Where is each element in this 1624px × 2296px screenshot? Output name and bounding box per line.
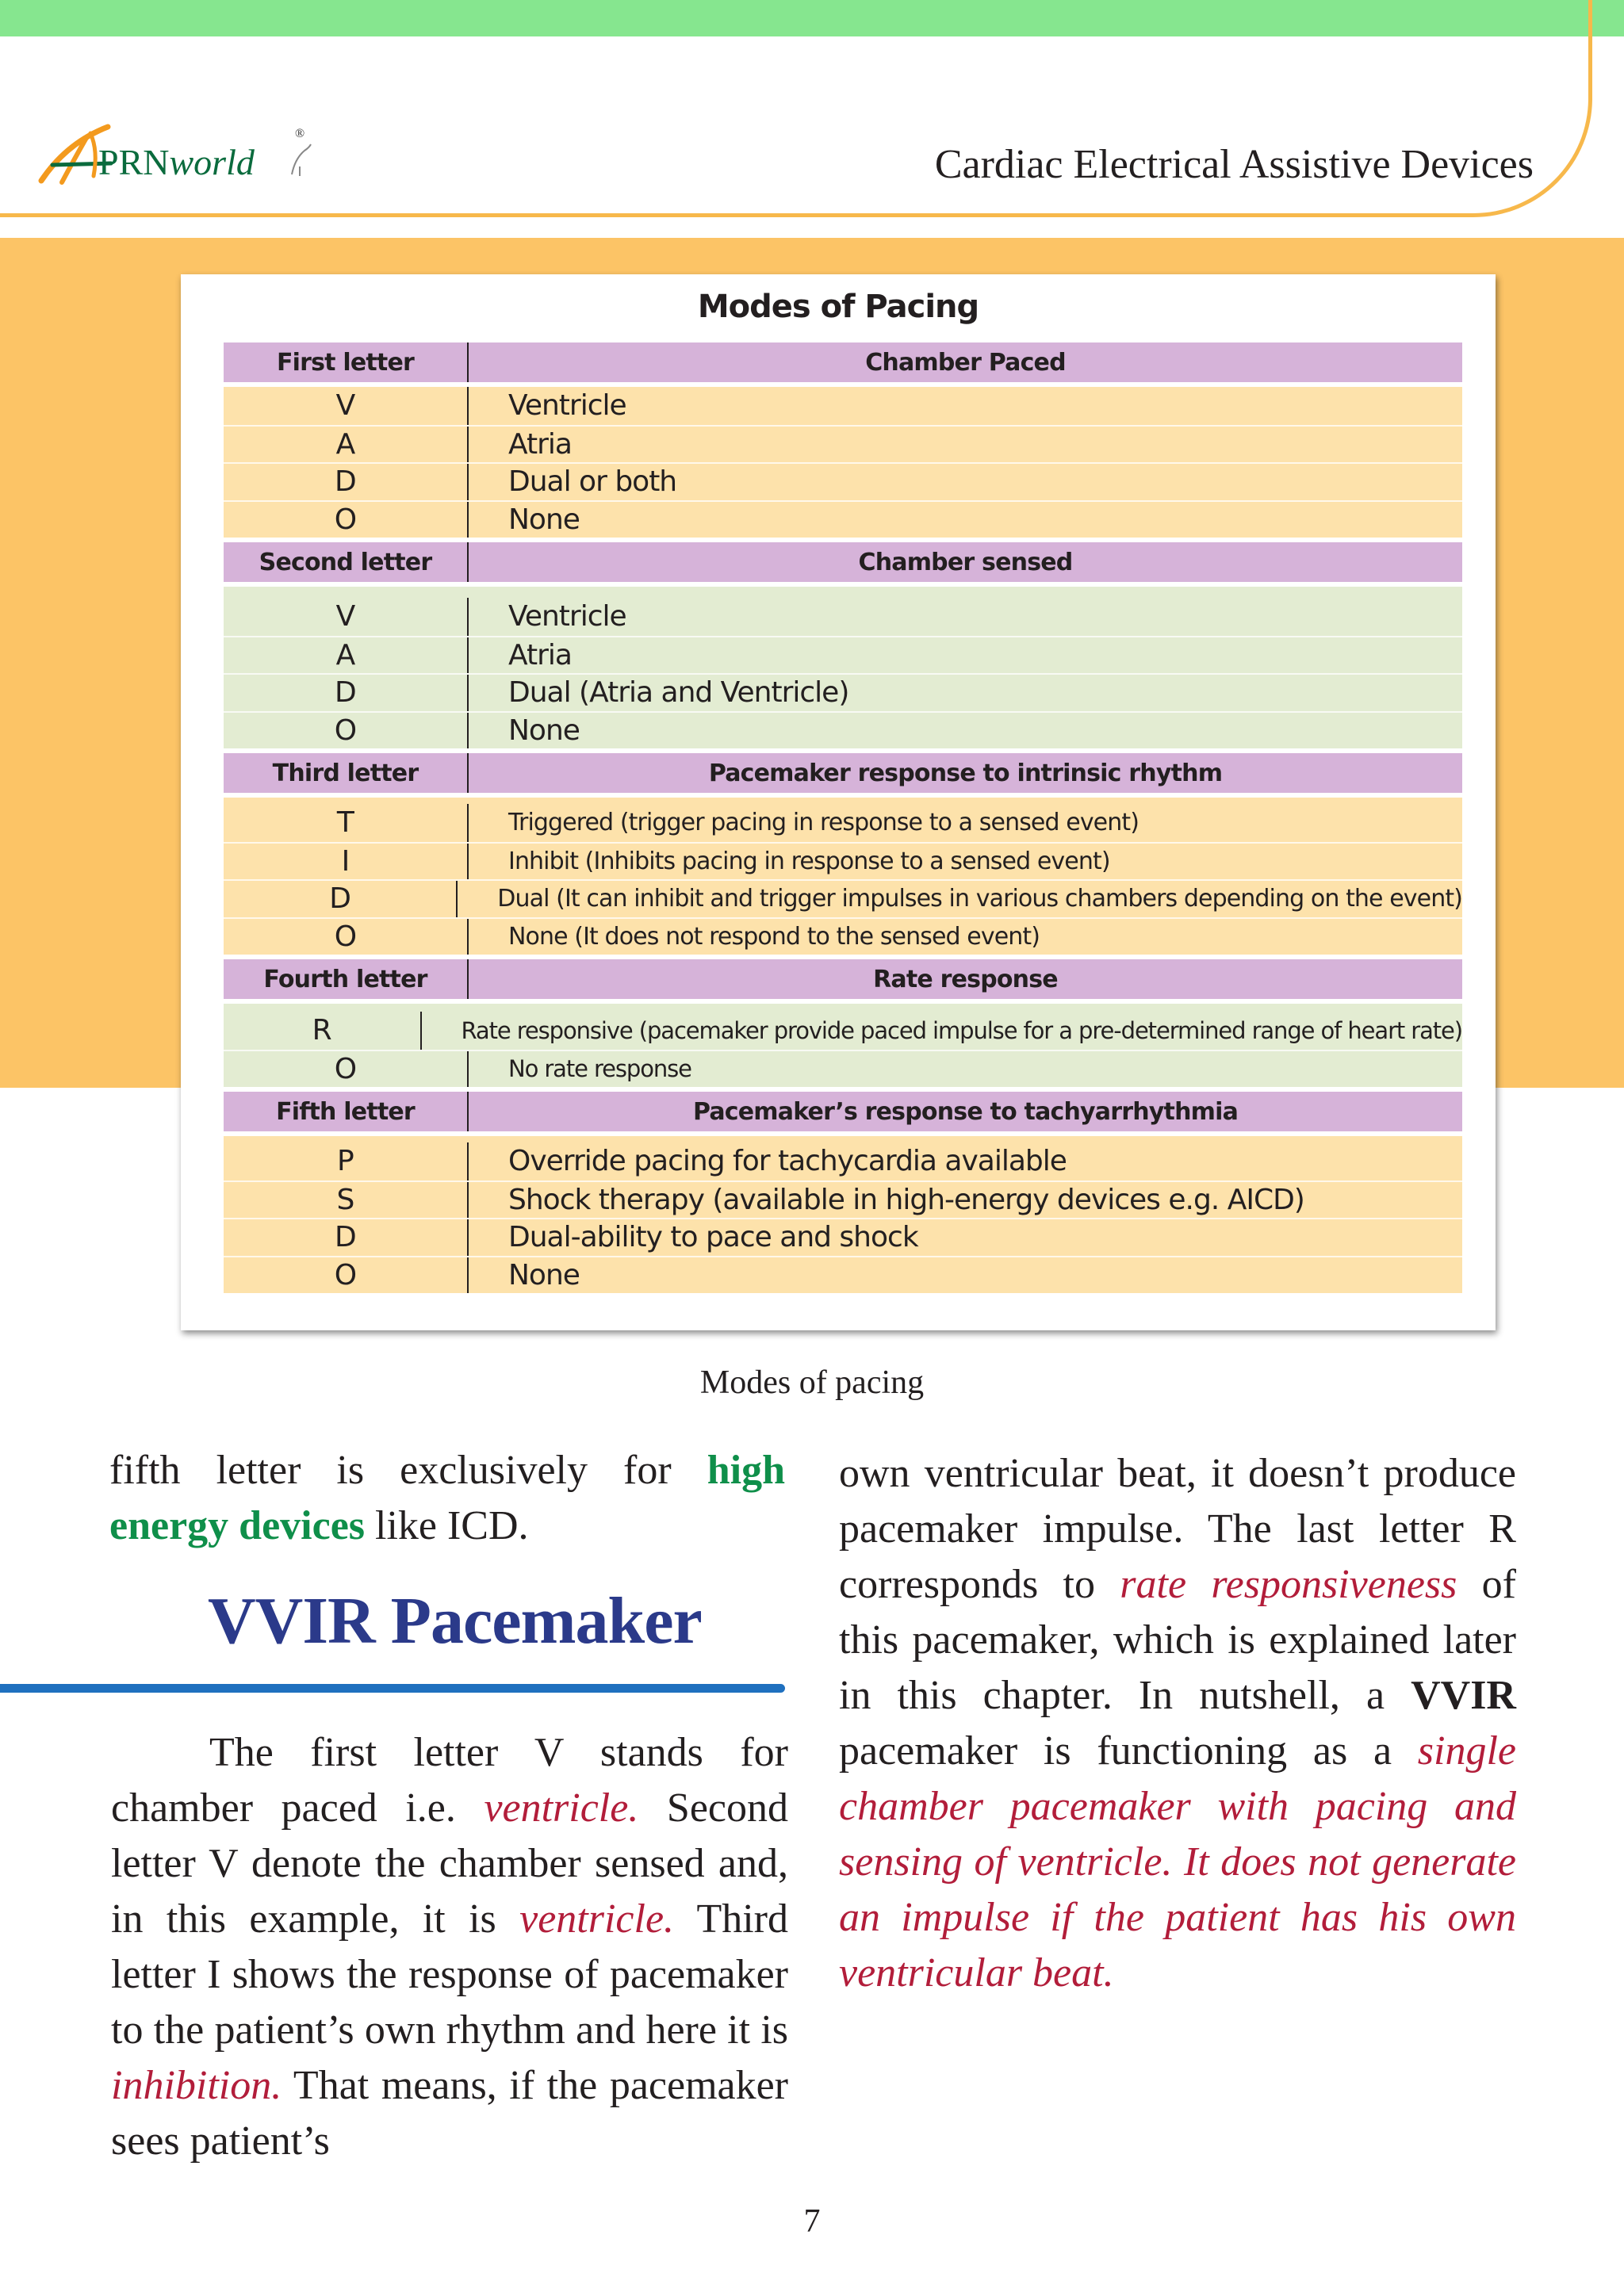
text-run: Second letter V denote the chamber sensed and, in this example, it is: [111, 1785, 788, 1942]
table-row: [224, 673, 1462, 711]
table-row: [224, 1050, 1462, 1088]
table-header-row: [224, 342, 1462, 382]
text-run: own ventricular beat, it doesn’t produce pacemaker impulse. The last letter R corresponds to: [839, 1451, 1516, 1607]
table-row: [224, 387, 1462, 425]
header-letter: Second letter: [224, 542, 469, 582]
row-code: O: [224, 1051, 469, 1088]
row-desc: None: [508, 1258, 580, 1292]
row-code: V: [224, 387, 469, 425]
row-desc: Ventricle: [508, 600, 626, 633]
table-row: [224, 842, 1462, 880]
row-code: D: [224, 881, 458, 917]
table-group: [224, 1004, 1462, 1087]
row-desc: Ventricle: [508, 389, 626, 423]
row-code: R: [224, 1012, 422, 1050]
table-row: [224, 1181, 1462, 1219]
intro-paragraph: [109, 1443, 785, 1554]
row-desc: Dual (It can inhibit and trigger impulses in various chambers depending on the event): [497, 885, 1462, 913]
row-code: P: [224, 1142, 469, 1181]
row-desc: Atria: [508, 427, 572, 461]
table-header-row: [224, 753, 1462, 793]
text-run: of this pacemaker, which is explained later in this chapter. In nutshell, a: [839, 1562, 1516, 1718]
table-header-row: [224, 959, 1462, 999]
row-code: D: [224, 675, 469, 711]
header-letter: Third letter: [224, 753, 469, 793]
header-desc: Pacemaker response to intrinsic rhythm: [708, 759, 1223, 787]
table-row: [224, 1256, 1462, 1294]
row-code: D: [224, 464, 469, 500]
row-desc: Atria: [508, 638, 572, 672]
row-code: D: [224, 1219, 469, 1256]
header-desc: Chamber Paced: [865, 348, 1066, 377]
emphasis-red: ventricle.: [484, 1785, 639, 1831]
table-header-row: [224, 1092, 1462, 1131]
table-row: [224, 500, 1462, 538]
body-paragraph: [111, 1725, 788, 2169]
logo-wordmark: PRNworld: [98, 142, 255, 182]
body-paragraph: [839, 1446, 1516, 2001]
header-letter: Fourth letter: [224, 959, 469, 999]
table-row: [224, 425, 1462, 463]
header-desc: Rate response: [873, 965, 1058, 993]
emphasis-bold: VVIR: [1411, 1673, 1516, 1718]
header-letter: Fifth letter: [224, 1092, 469, 1131]
row-desc: Triggered (trigger pacing in response to a sensed event): [508, 809, 1139, 837]
row-code: T: [224, 804, 469, 842]
header-desc: Pacemaker’s response to tachyarrhythmia: [692, 1097, 1239, 1126]
row-code: S: [224, 1182, 469, 1219]
text-run: fifth letter is exclusively for: [109, 1448, 707, 1493]
table-row: [224, 1142, 1462, 1181]
page-number: 7: [803, 2203, 821, 2240]
row-desc: Override pacing for tachycardia available: [508, 1145, 1067, 1178]
emphasis-red: inhibition.: [111, 2063, 282, 2108]
table-row: [224, 711, 1462, 749]
header-desc: Chamber sensed: [858, 548, 1073, 576]
emphasis-green: high energy devices: [109, 1448, 785, 1548]
row-desc: Dual (Atria and Ventricle): [508, 676, 849, 710]
row-desc: Dual-ability to pace and shock: [508, 1221, 918, 1254]
text-run: The first letter V stands for chamber paced i.e.: [111, 1730, 788, 1831]
header-letter: First letter: [224, 342, 469, 382]
table-row: [224, 804, 1462, 842]
table-row: [224, 1218, 1462, 1256]
section-rule: [0, 1684, 785, 1693]
row-desc: No rate response: [508, 1055, 691, 1083]
left-column-intro: [109, 1443, 785, 1554]
table-row: [224, 598, 1462, 636]
row-code: O: [224, 1257, 469, 1294]
table-group: [224, 587, 1462, 748]
table-row: [224, 462, 1462, 500]
text-run: That means, if the pacemaker sees patient’s: [111, 2063, 788, 2164]
row-code: A: [224, 637, 469, 674]
logo-lamp-icon: [289, 143, 312, 178]
table-row: [224, 636, 1462, 674]
table-group: [224, 387, 1462, 538]
section-heading: VVIR Pacemaker: [208, 1584, 702, 1658]
text-run: like ICD.: [365, 1503, 529, 1548]
emphasis-red: ventricle.: [519, 1896, 675, 1942]
right-column-body: [839, 1446, 1516, 2001]
row-desc: None: [508, 714, 580, 747]
text-run: pacemaker is functioning as a: [839, 1728, 1418, 1774]
left-column-body: [111, 1725, 788, 2169]
row-code: O: [224, 502, 469, 538]
table-row: [224, 1012, 1462, 1050]
row-desc: None: [508, 503, 580, 536]
row-desc: Rate responsive (pacemaker provide paced impulse for a pre-determined range of heart rate): [461, 1016, 1462, 1044]
emphasis-red: rate responsiveness: [1120, 1562, 1457, 1607]
emphasis-red: single chamber pacemaker with pacing and sensing of ventricle. It does not generate an impulse if the patient has his own ventricular beat.: [839, 1728, 1516, 1996]
table-row: [224, 879, 1462, 917]
chapter-title: Cardiac Electrical Assistive Devices: [934, 142, 1534, 187]
table-group: [224, 798, 1462, 955]
row-desc: Inhibit (Inhibits pacing in response to a sensed event): [508, 847, 1110, 875]
row-code: I: [224, 844, 469, 880]
aprn-world-logo: [35, 119, 336, 190]
row-code: V: [224, 598, 469, 636]
registered-mark: ®: [295, 127, 305, 140]
row-code: A: [224, 427, 469, 463]
text-run: Third letter I shows the response of pacemaker to the patient’s own rhythm and here it is: [111, 1896, 789, 2053]
row-desc: Dual or both: [508, 465, 677, 499]
table-header-row: [224, 542, 1462, 582]
row-code: O: [224, 919, 469, 955]
table-title: Modes of Pacing: [697, 289, 979, 325]
modes-of-pacing-card: [181, 274, 1496, 1330]
row-code: O: [224, 713, 469, 749]
row-desc: None (It does not respond to the sensed event): [508, 922, 1040, 951]
modes-table: [224, 342, 1462, 1298]
figure-caption: Modes of pacing: [699, 1364, 925, 1401]
row-desc: Shock therapy (available in high-energy devices e.g. AICD): [508, 1183, 1304, 1216]
table-row: [224, 917, 1462, 955]
table-group: [224, 1136, 1462, 1293]
